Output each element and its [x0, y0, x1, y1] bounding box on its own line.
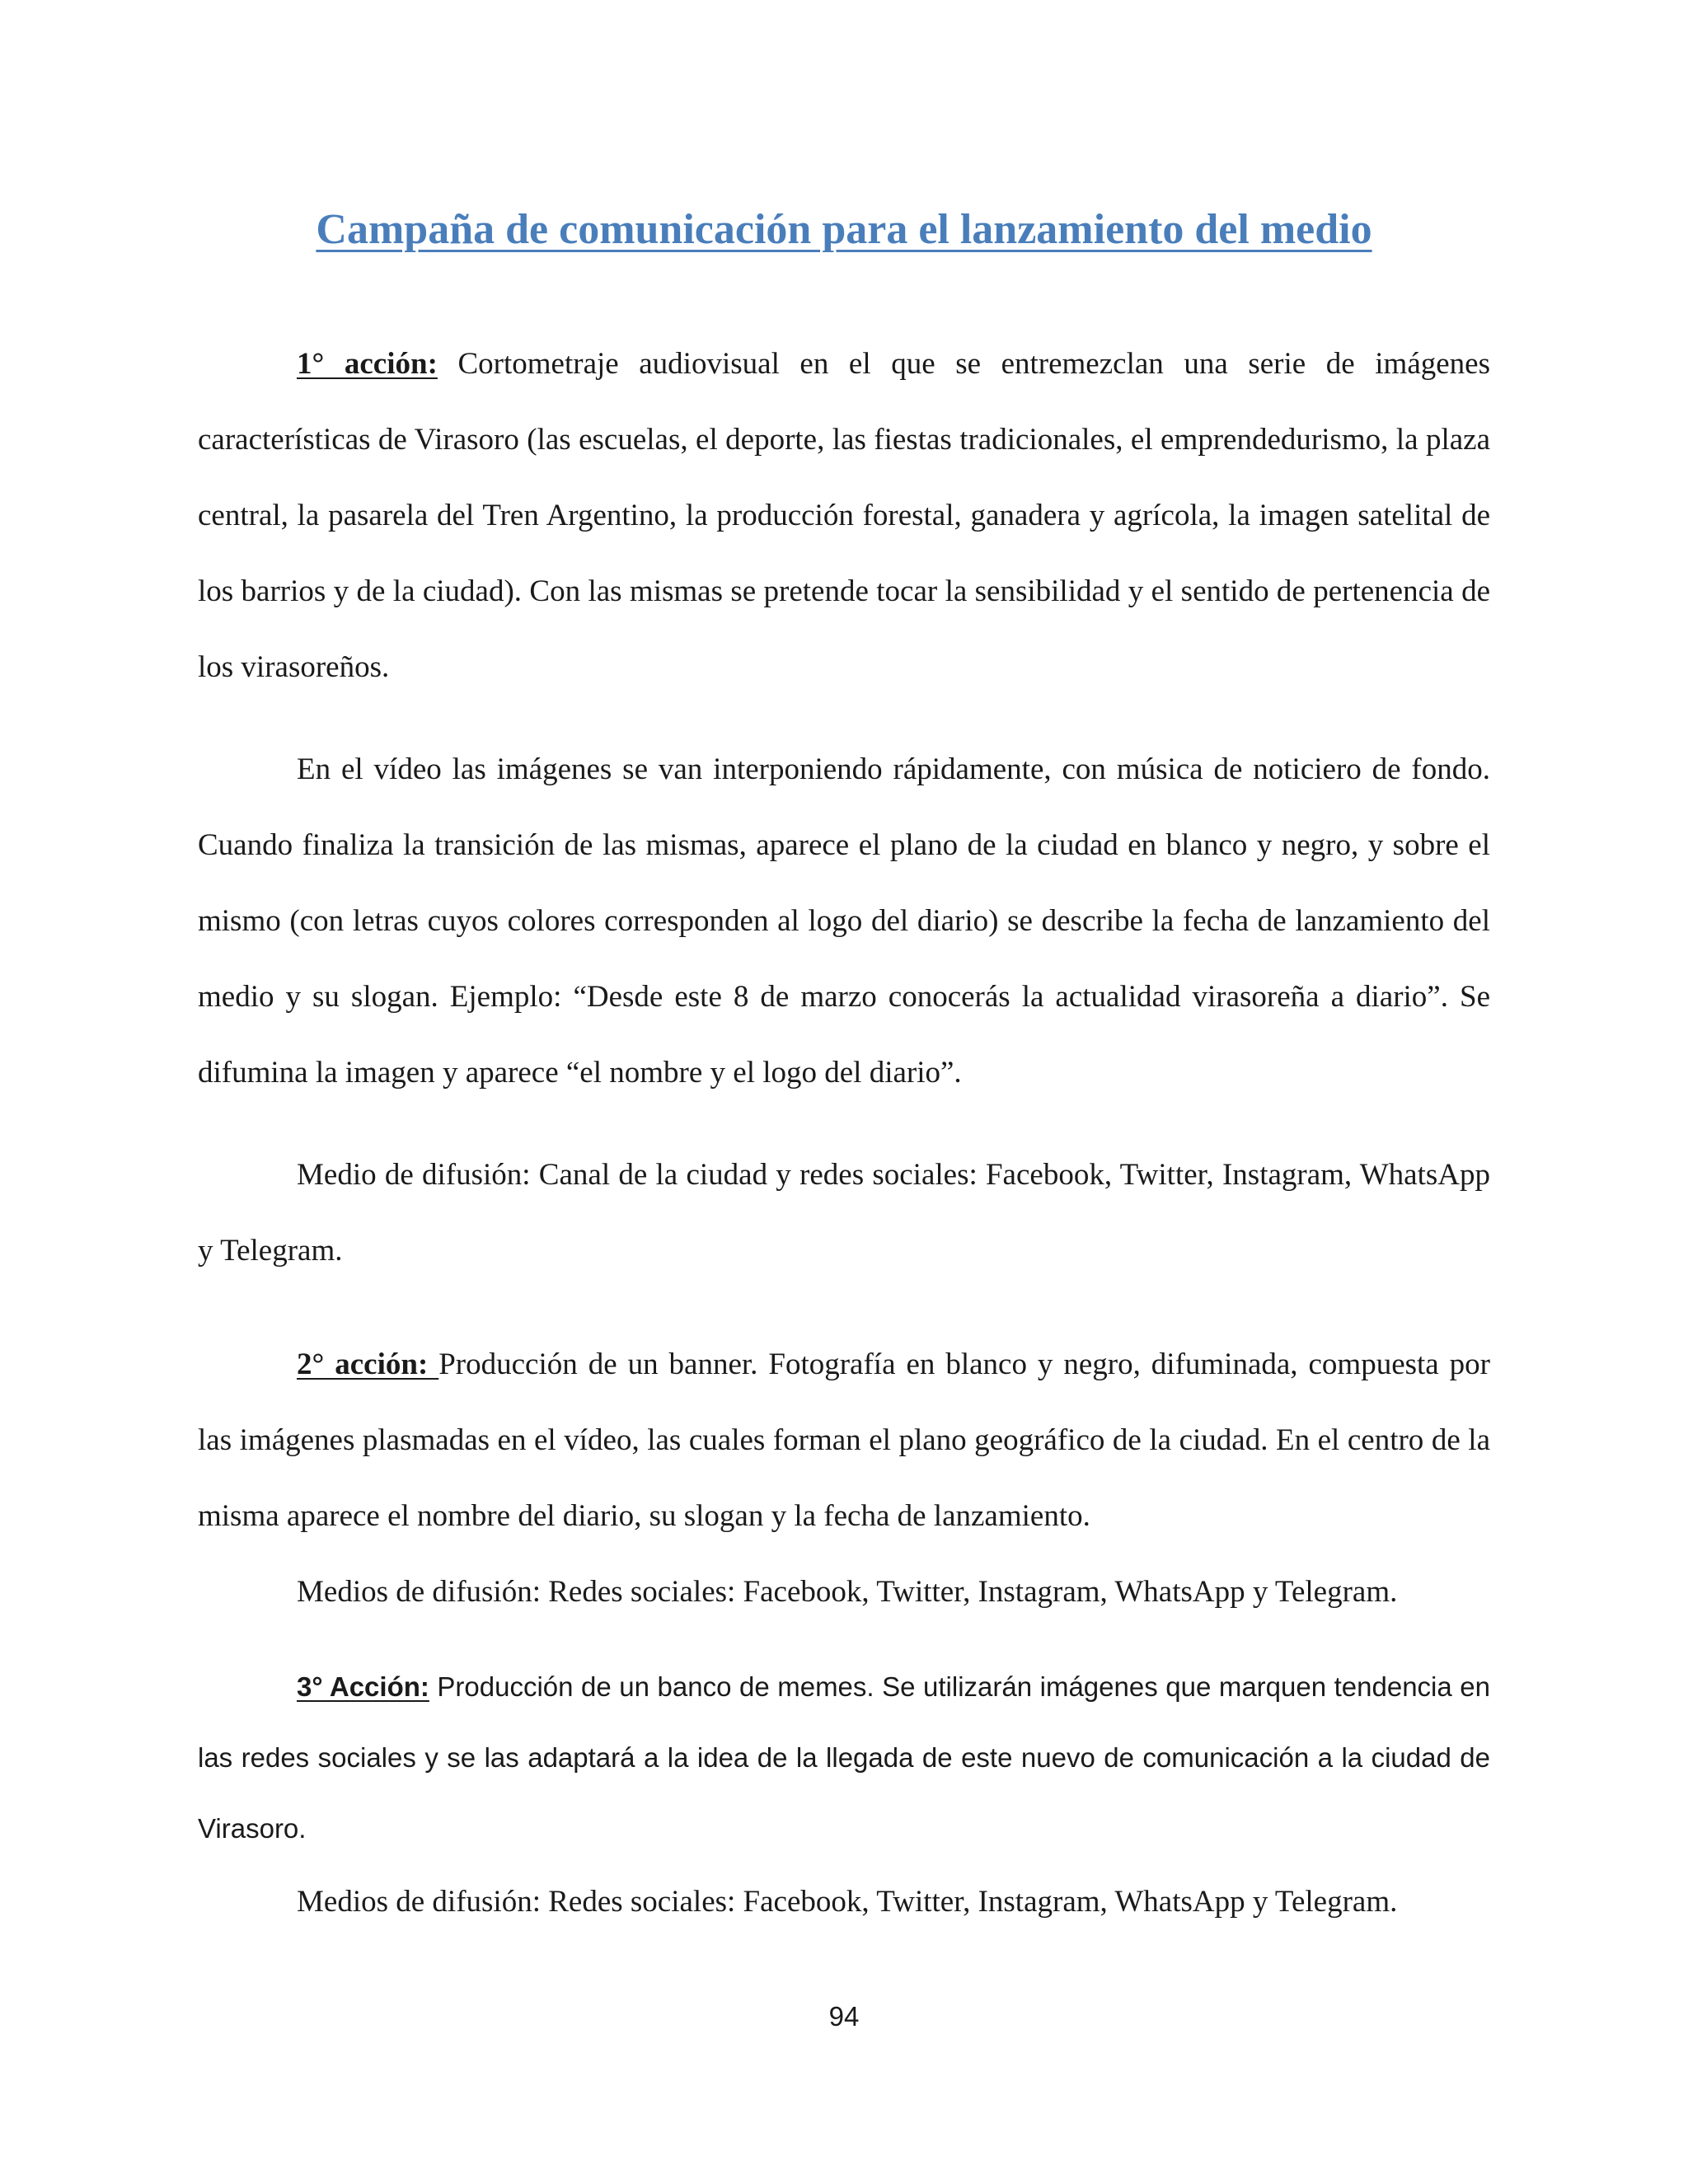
accion-3-difusion: Medios de difusión: Redes sociales: Facebook, Twitter, Instagram, WhatsApp y Telegram.	[297, 1885, 1398, 1919]
accion-3-text: Producción de un banco de memes. Se utilizarán imágenes que marquen tendencia en las redes sociales y se las adaptará a la idea de la llegada de este nuevo de comunicación a la ciudad de Virasoro.	[198, 1671, 1490, 1844]
accion-1-video-paragraph: En el vídeo las imágenes se van interponiendo rápidamente, con música de noticiero de fondo. Cuando finaliza la transición de las mismas, aparece el plano de la ciudad en blanco y negro, y sobre el mismo (con letras cuyos colores corresponden al logo del diario) se describe la fecha de lanzamiento del medio y su slogan. Ejemplo: “Desde este 8 de marzo conocerás la actualidad virasoreña a diario”. Se difumina la imagen y aparece “el nombre y el logo del diario”.	[198, 752, 1490, 1090]
section-accion-3-difusion	[198, 1864, 1490, 1940]
section-accion-1-video	[198, 732, 1490, 1111]
section-accion-3	[198, 1652, 1490, 1864]
accion-2-label: 2° acción:	[297, 1347, 439, 1381]
accion-2-paragraph	[198, 1327, 1490, 1554]
section-accion-1	[198, 326, 1490, 705]
accion-1-label: 1° acción:	[297, 347, 438, 381]
accion-2-difusion: Medios de difusión: Redes sociales: Facebook, Twitter, Instagram, WhatsApp y Telegram.	[297, 1575, 1398, 1609]
accion-1-text: Cortometraje audiovisual en el que se entremezclan una serie de imágenes características de Virasoro (las escuelas, el deporte, las fiestas tradicionales, el emprendedurismo, la plaza central, la pasarela del Tren Argentino, la producción forestal, ganadera y agrícola, la imagen satelital de los barrios y de la ciudad). Con las mismas se pretende tocar la sensibilidad y el sentido de pertenencia de los virasoreños.	[198, 347, 1490, 684]
page-title: Campaña de comunicación para el lanzamiento del medio	[316, 206, 1372, 253]
accion-3-paragraph	[198, 1652, 1490, 1864]
section-accion-2	[198, 1327, 1490, 1630]
accion-1-difusion: Medio de difusión: Canal de la ciudad y redes sociales: Facebook, Twitter, Instagram, WhatsApp y Telegram.	[198, 1158, 1490, 1268]
section-accion-1-difusion	[198, 1137, 1490, 1289]
page-number: 94	[828, 2001, 860, 2032]
accion-1-paragraph	[198, 326, 1490, 705]
accion-3-label: 3° Acción:	[297, 1671, 429, 1702]
accion-2-text: Producción de un banner. Fotografía en blanco y negro, difuminada, compuesta por las imágenes plasmadas en el vídeo, las cuales forman el plano geográfico de la ciudad. En el centro de la misma aparece el nombre del diario, su slogan y la fecha de lanzamiento.	[198, 1347, 1490, 1533]
